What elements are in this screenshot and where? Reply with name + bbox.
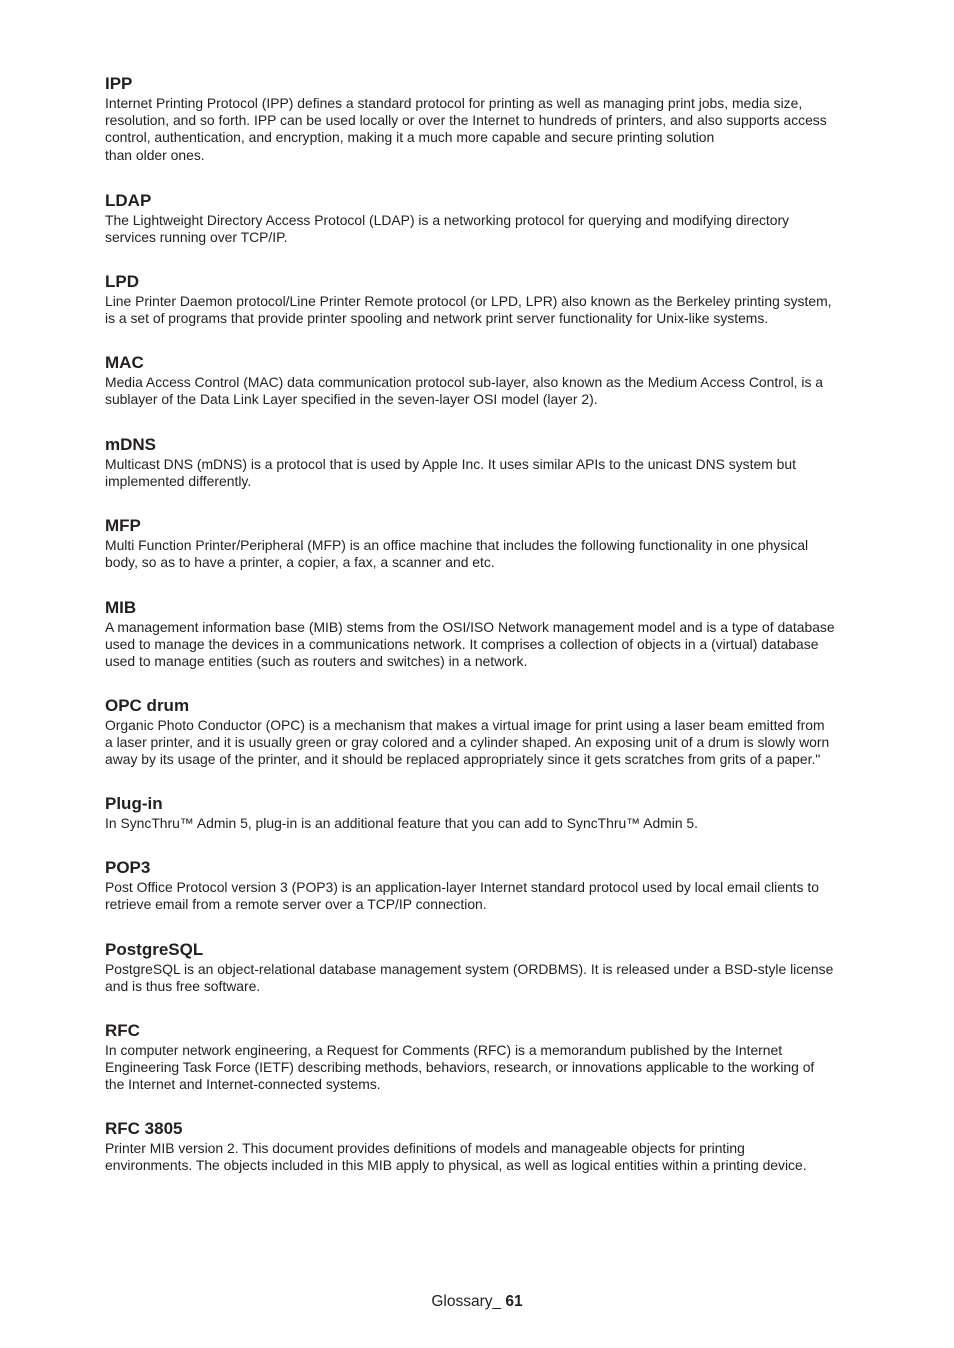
glossary-definition: Internet Printing Protocol (IPP) defines a standard protocol for printing as well as managing print jobs, media size, resolution, and so forth. IPP can be used locally or over the Internet to hundreds of printers, and also supports access control, authentication, and encryption, making it a much more capable and secure printing solution than older ones. — [105, 95, 827, 163]
glossary-term: IPP — [105, 74, 133, 93]
glossary-entry-ldap — [105, 191, 877, 246]
glossary-definition: In computer network engineering, a Request for Comments (RFC) is a memorandum published by the Internet Engineering Task Force (IETF) describing methods, behaviors, research, or innovations applicable to the working of the Internet and Internet-connected systems. — [105, 1042, 815, 1092]
glossary-term: RFC — [105, 1021, 140, 1040]
glossary-term: MFP — [105, 516, 141, 535]
glossary-entry-rfc — [105, 1021, 877, 1093]
glossary-entry-mac — [105, 353, 877, 408]
glossary-term: mDNS — [105, 435, 157, 454]
glossary-entry-mfp — [105, 516, 877, 571]
page-number: 61 — [505, 1293, 523, 1310]
glossary-entry-postgresql — [105, 940, 877, 995]
glossary-entry-mdns — [105, 435, 877, 490]
glossary-term: MIB — [105, 598, 137, 617]
glossary-definition: A management information base (MIB) stems from the OSI/ISO Network management model and is a type of database used to manage the devices in a communications network. It comprises a collection of objects in a (virtual) database used to manage entities (such as routers and switches) in a network. — [105, 619, 835, 669]
page-footer — [0, 1292, 954, 1312]
glossary-entry-opc-drum — [105, 696, 877, 768]
glossary-term: Plug-in — [105, 794, 163, 813]
glossary-term: LPD — [105, 272, 139, 291]
glossary-definition: PostgreSQL is an object-relational database management system (ORDBMS). It is released under a BSD-style license and is thus free software. — [105, 961, 834, 994]
glossary-definition: Post Office Protocol version 3 (POP3) is an application-layer Internet standard protocol used by local email clients to retrieve email from a remote server over a TCP/IP connection. — [105, 879, 819, 912]
footer-section-label: Glossary_ — [431, 1293, 506, 1310]
glossary-definition: The Lightweight Directory Access Protocol (LDAP) is a networking protocol for querying and modifying directory services running over TCP/IP. — [105, 212, 790, 245]
glossary-term: MAC — [105, 353, 144, 372]
glossary-definition: Organic Photo Conductor (OPC) is a mechanism that makes a virtual image for print using a laser beam emitted from a laser printer, and it is usually green or gray colored and a cylinder shaped. An exposing unit of a drum is slowly worn away by its usage of the printer, and it should be replaced appropriately since it gets scratches from grits of a paper." — [105, 717, 830, 767]
glossary-definition: Printer MIB version 2. This document provides definitions of models and manageable objects for printing environments. The objects included in this MIB apply to physical, as well as logical entities within a printing device. — [105, 1140, 807, 1173]
glossary-definition: Line Printer Daemon protocol/Line Printer Remote protocol (or LPD, LPR) also known as the Berkeley printing system, is a set of programs that provide printer spooling and network print server functionality for Unix-like systems. — [105, 293, 832, 326]
glossary-entry-rfc-3805 — [105, 1119, 877, 1174]
glossary-term: LDAP — [105, 191, 152, 210]
glossary-definition: In SyncThru™ Admin 5, plug-in is an additional feature that you can add to SyncThru™ Admin 5. — [105, 815, 698, 831]
glossary-definition: Multi Function Printer/Peripheral (MFP) is an office machine that includes the following functionality in one physical body, so as to have a printer, a copier, a fax, a scanner and etc. — [105, 537, 809, 570]
glossary-term: PostgreSQL — [105, 940, 204, 959]
glossary-entry-pop3 — [105, 858, 877, 913]
glossary-term: POP3 — [105, 858, 151, 877]
glossary-entry-lpd — [105, 272, 877, 327]
glossary-entry-plug-in — [105, 794, 877, 832]
glossary-term: OPC drum — [105, 696, 190, 715]
glossary-term: RFC 3805 — [105, 1119, 183, 1138]
glossary-definition: Multicast DNS (mDNS) is a protocol that is used by Apple Inc. It uses similar APIs to the unicast DNS system but implemented differently. — [105, 456, 796, 489]
glossary-entry-mib — [105, 598, 877, 670]
glossary-definition: Media Access Control (MAC) data communication protocol sub-layer, also known as the Medium Access Control, is a sublayer of the Data Link Layer specified in the seven-layer OSI model (layer 2). — [105, 374, 823, 407]
glossary-entry-ipp — [105, 74, 877, 164]
